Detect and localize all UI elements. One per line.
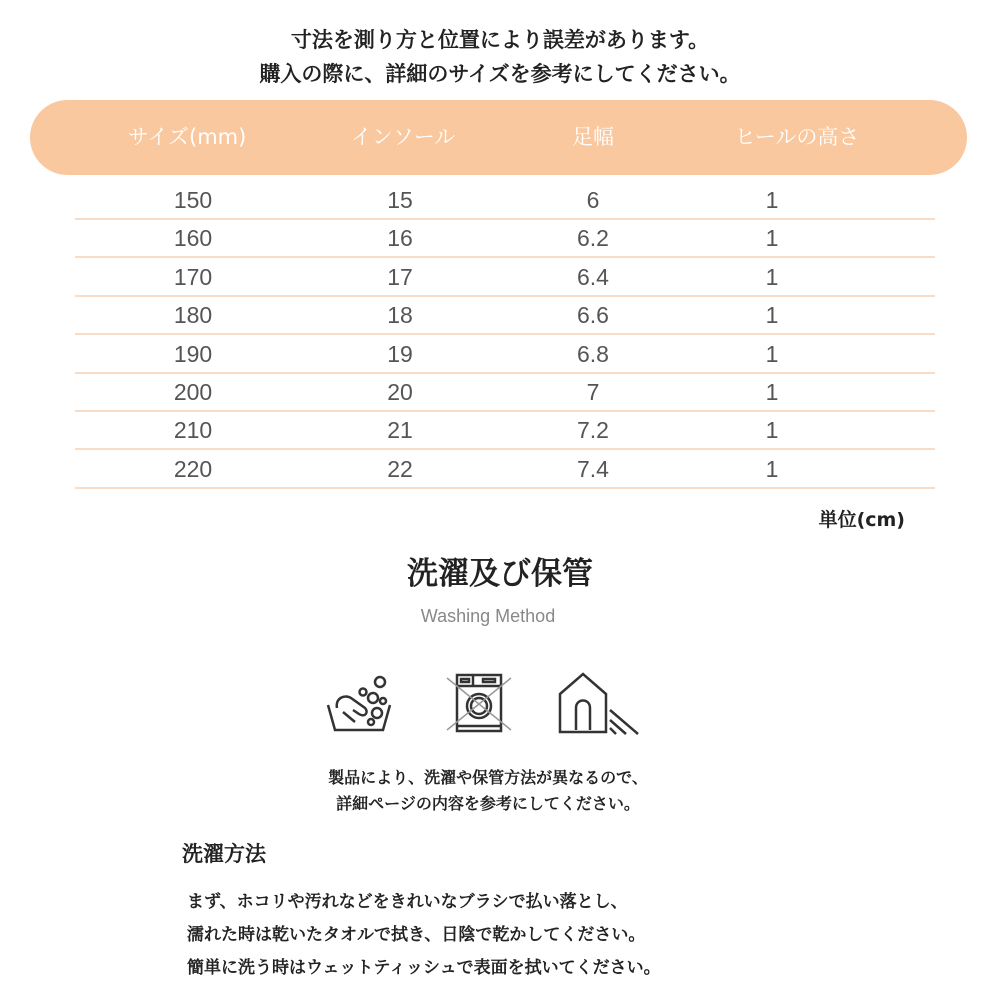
cell-heel: 1: [765, 302, 779, 329]
cell-size: 220: [173, 455, 213, 482]
cell-insole: 19: [387, 340, 413, 367]
cell-size: 150: [173, 187, 213, 213]
header-width: 足幅: [572, 125, 614, 149]
cell-width: 6.8: [577, 340, 609, 367]
cell-width: 7.2: [577, 417, 609, 444]
cell-insole: 22: [387, 455, 413, 482]
wash-instruction-1: まず、ホコリや汚れなどをきれいなブラシで払い落とし、: [187, 892, 628, 912]
cell-width: 6.6: [577, 302, 609, 329]
unit-label: 単位(cm): [818, 509, 905, 531]
cell-heel: 1: [765, 417, 779, 444]
table-row: [75, 410, 935, 450]
cell-heel: 1: [765, 187, 779, 213]
cell-width: 7: [586, 379, 600, 405]
cell-insole: 17: [387, 263, 413, 290]
cell-size: 200: [173, 379, 213, 405]
cell-heel: 1: [765, 379, 779, 405]
washing-title: 洗濯及び保管: [407, 556, 593, 592]
shade-dry-icon: [558, 670, 648, 740]
header-size: サイズ(mm): [127, 125, 247, 149]
washing-subtitle: Washing Method: [420, 606, 556, 626]
hand-wash-icon: [325, 670, 395, 740]
care-note-line-1: 製品により、洗濯や保管方法が異なるので、: [328, 768, 648, 787]
table-row: [75, 295, 935, 335]
table-row: [75, 257, 935, 297]
cell-width: 6.2: [577, 225, 609, 252]
care-note-line-2: 詳細ページの内容を参考にしてください。: [336, 794, 640, 813]
wash-instruction-3: 簡単に洗う時はウェットティッシュで表面を拭いてください。: [187, 958, 661, 978]
cell-size: 210: [173, 417, 213, 444]
cell-size: 180: [173, 302, 213, 329]
cell-size: 160: [173, 225, 213, 252]
cell-width: 6: [586, 187, 600, 213]
cell-insole: 21: [387, 417, 413, 444]
wash-instruction-2: 濡れた時は乾いたタオルで拭き、日陰で乾かしてください。: [187, 925, 646, 945]
table-row: [75, 334, 935, 374]
header-heel: ヒールの高さ: [734, 125, 860, 149]
cell-heel: 1: [765, 455, 779, 482]
cell-insole: 16: [387, 225, 413, 252]
table-row: [75, 372, 935, 412]
no-machine-wash-icon: [445, 670, 515, 740]
table-row: [75, 218, 935, 258]
table-header: [30, 100, 967, 175]
cell-size: 170: [173, 263, 213, 290]
cell-heel: 1: [765, 340, 779, 367]
cell-insole: 18: [387, 302, 413, 329]
table-row: [75, 449, 935, 489]
cell-width: 6.4: [577, 263, 609, 290]
table-row: [75, 180, 935, 220]
cell-insole: 20: [387, 379, 413, 405]
cell-size: 190: [173, 340, 213, 367]
notice-line-1: 寸法を測り方と位置により誤差があります。: [290, 28, 710, 52]
cell-width: 7.4: [577, 455, 609, 482]
cell-insole: 15: [387, 187, 413, 213]
notice-line-2: 購入の際に、詳細のサイズを参考にしてください。: [259, 62, 741, 86]
wash-method-heading: 洗濯方法: [182, 842, 266, 866]
cell-heel: 1: [765, 225, 779, 252]
cell-heel: 1: [765, 263, 779, 290]
header-insole: インソール: [350, 125, 456, 149]
